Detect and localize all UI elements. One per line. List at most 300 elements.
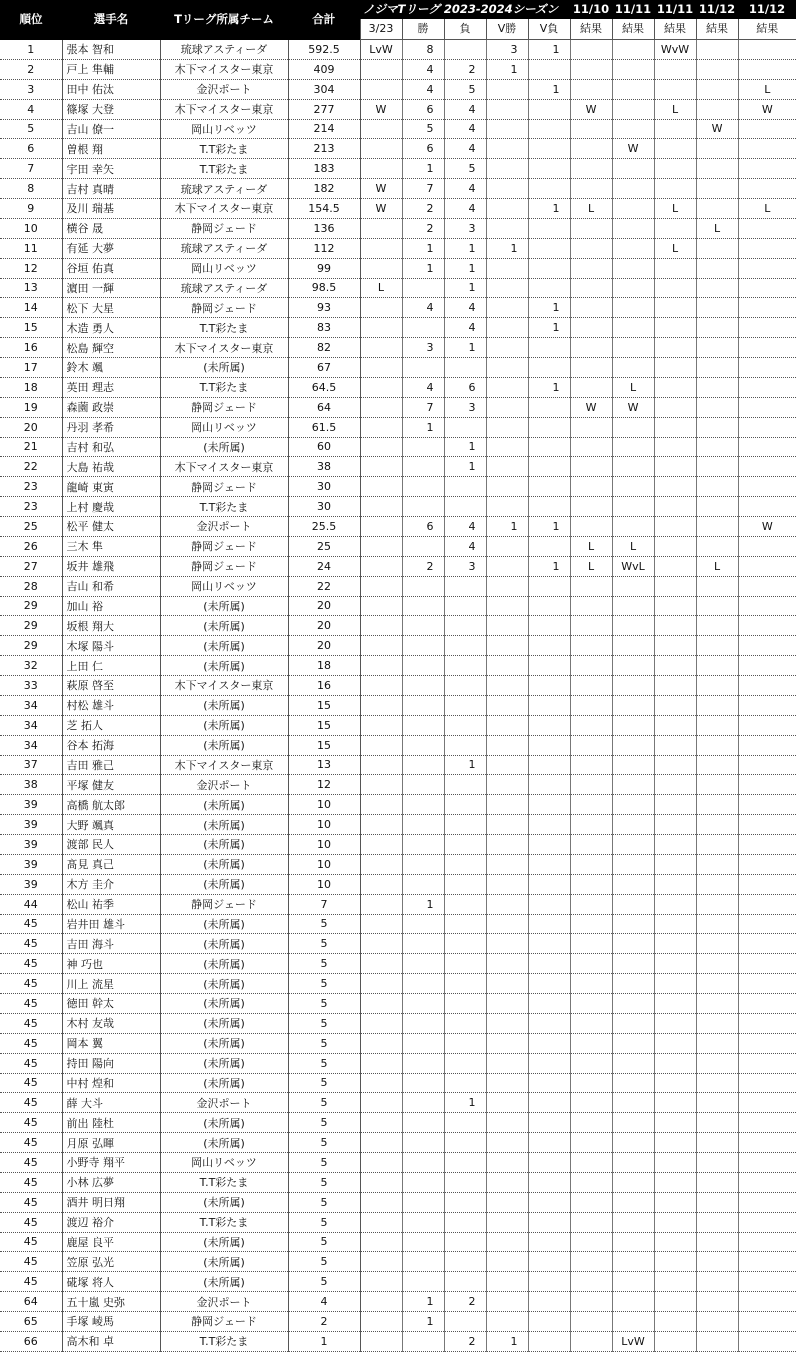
rank-cell: 10 <box>0 218 62 238</box>
total-points-cell: 24 <box>288 556 360 576</box>
player-name-cell: 篠塚 大登 <box>62 99 160 119</box>
result-1110-cell <box>570 1331 612 1351</box>
table-row <box>0 775 796 795</box>
table-row <box>0 1113 796 1133</box>
result-1111b-cell: WvW <box>654 40 696 60</box>
v-losses-cell <box>528 914 570 934</box>
v-losses-cell <box>528 497 570 517</box>
result-1110-cell <box>570 735 612 755</box>
table-row <box>0 1272 796 1292</box>
losses-cell <box>444 1053 486 1073</box>
result-1112a-cell <box>696 1192 738 1212</box>
result-1111b-cell <box>654 119 696 139</box>
v-losses-cell <box>528 417 570 437</box>
result-1111a-cell <box>612 1232 654 1252</box>
result-1111b-cell <box>654 517 696 537</box>
result-1112a-cell <box>696 1252 738 1272</box>
result-0323-cell <box>360 854 402 874</box>
losses-cell <box>444 636 486 656</box>
result-1112a-cell <box>696 735 738 755</box>
losses-cell: 1 <box>444 755 486 775</box>
total-points-cell: 5 <box>288 1093 360 1113</box>
table-row <box>0 835 796 855</box>
result-0323-cell <box>360 715 402 735</box>
v-wins-cell <box>486 656 528 676</box>
result-1112a-cell: W <box>696 119 738 139</box>
result-1110-cell <box>570 636 612 656</box>
table-row <box>0 397 796 417</box>
result-1111a-cell <box>612 775 654 795</box>
result-1112b-cell <box>738 1252 796 1272</box>
result-1112a-cell <box>696 437 738 457</box>
v-wins-cell <box>486 1033 528 1053</box>
result-1110-cell <box>570 417 612 437</box>
result-1111a-cell <box>612 199 654 219</box>
result-0323-cell: W <box>360 99 402 119</box>
player-name-cell: 田中 佑汰 <box>62 79 160 99</box>
result-1111a-cell <box>612 1073 654 1093</box>
result-1110-cell <box>570 656 612 676</box>
result-0323-cell: LvW <box>360 40 402 60</box>
player-name-cell: 加山 裕 <box>62 596 160 616</box>
rank-cell: 34 <box>0 715 62 735</box>
rank-cell: 19 <box>0 397 62 417</box>
subheader-cell: 結果 <box>570 19 612 40</box>
team-cell: (未所属) <box>160 656 288 676</box>
rank-cell: 23 <box>0 497 62 517</box>
player-name-cell: 吉村 真晴 <box>62 179 160 199</box>
result-1111b-cell <box>654 1232 696 1252</box>
wins-cell: 2 <box>402 556 444 576</box>
result-1112a-cell <box>696 1033 738 1053</box>
losses-cell <box>444 1133 486 1153</box>
result-1111a-cell <box>612 755 654 775</box>
result-0323-cell <box>360 298 402 318</box>
result-1112b-cell <box>738 636 796 656</box>
v-losses-cell <box>528 1232 570 1252</box>
v-wins-cell <box>486 775 528 795</box>
wins-cell: 1 <box>402 238 444 258</box>
result-0323-cell <box>360 616 402 636</box>
table-row <box>0 417 796 437</box>
losses-cell <box>444 656 486 676</box>
result-0323-cell <box>360 318 402 338</box>
result-1110-cell <box>570 40 612 60</box>
losses-cell: 2 <box>444 59 486 79</box>
rank-cell: 16 <box>0 338 62 358</box>
losses-cell <box>444 914 486 934</box>
wins-cell: 1 <box>402 894 444 914</box>
wins-cell <box>402 1093 444 1113</box>
result-0323-cell <box>360 218 402 238</box>
result-1111b-cell <box>654 695 696 715</box>
result-1111a-cell <box>612 79 654 99</box>
rank-cell: 13 <box>0 278 62 298</box>
result-1112b-cell: L <box>738 199 796 219</box>
result-1110-cell <box>570 1312 612 1332</box>
v-wins-cell <box>486 596 528 616</box>
v-losses-cell <box>528 974 570 994</box>
v-wins-cell <box>486 1093 528 1113</box>
result-1112a-cell <box>696 79 738 99</box>
result-1112a-cell <box>696 517 738 537</box>
v-losses-cell <box>528 139 570 159</box>
total-points-cell: 18 <box>288 656 360 676</box>
result-1110-cell <box>570 596 612 616</box>
result-1111b-cell <box>654 1073 696 1093</box>
player-name-cell: 徳田 幹太 <box>62 994 160 1014</box>
total-points-cell: 20 <box>288 616 360 636</box>
result-1111a-cell <box>612 159 654 179</box>
losses-cell <box>444 1192 486 1212</box>
team-cell: (未所属) <box>160 795 288 815</box>
result-1111b-cell <box>654 994 696 1014</box>
v-wins-cell <box>486 159 528 179</box>
wins-cell <box>402 755 444 775</box>
v-losses-cell <box>528 278 570 298</box>
v-wins-cell <box>486 815 528 835</box>
wins-cell <box>402 715 444 735</box>
result-1110-cell <box>570 517 612 537</box>
wins-cell <box>402 954 444 974</box>
result-1112a-cell <box>696 1292 738 1312</box>
v-wins-cell <box>486 1013 528 1033</box>
wins-cell <box>402 1073 444 1093</box>
result-1112a-cell <box>696 854 738 874</box>
result-1112b-cell <box>738 377 796 397</box>
rank-cell: 45 <box>0 934 62 954</box>
result-1112b-cell <box>738 1292 796 1312</box>
team-cell: (未所属) <box>160 1113 288 1133</box>
v-wins-cell <box>486 636 528 656</box>
result-0323-cell <box>360 79 402 99</box>
team-cell: 静岡ジェード <box>160 536 288 556</box>
result-1111a-cell <box>612 616 654 636</box>
total-points-cell: 1 <box>288 1331 360 1351</box>
player-name-cell: 小野寺 翔平 <box>62 1153 160 1173</box>
losses-cell <box>444 854 486 874</box>
total-points-cell: 99 <box>288 258 360 278</box>
total-points-cell: 20 <box>288 596 360 616</box>
table-row <box>0 576 796 596</box>
result-1111a-cell <box>612 1093 654 1113</box>
result-1111b-cell <box>654 1133 696 1153</box>
result-1111b-cell <box>654 179 696 199</box>
result-1112b-cell <box>738 437 796 457</box>
result-1111a-cell: L <box>612 536 654 556</box>
subheader-cell: 結果 <box>738 19 796 40</box>
table-row <box>0 1292 796 1312</box>
v-wins-cell <box>486 397 528 417</box>
result-1111a-cell <box>612 40 654 60</box>
result-1112a-cell <box>696 1073 738 1093</box>
result-1111b-cell <box>654 874 696 894</box>
wins-cell <box>402 735 444 755</box>
result-0323-cell <box>360 894 402 914</box>
result-1112b-cell <box>738 1312 796 1332</box>
losses-cell: 5 <box>444 79 486 99</box>
v-wins-cell <box>486 79 528 99</box>
player-name-cell: 月原 弘暉 <box>62 1133 160 1153</box>
v-losses-cell <box>528 894 570 914</box>
result-1112b-cell: W <box>738 517 796 537</box>
header-total: 合計 <box>288 0 360 40</box>
v-wins-cell: 1 <box>486 59 528 79</box>
rank-cell: 23 <box>0 477 62 497</box>
result-1112a-cell <box>696 457 738 477</box>
player-name-cell: 英田 理志 <box>62 377 160 397</box>
player-name-cell: 高橋 航太郎 <box>62 795 160 815</box>
total-points-cell: 10 <box>288 874 360 894</box>
player-name-cell: 松山 祐季 <box>62 894 160 914</box>
subheader-cell: 結果 <box>654 19 696 40</box>
table-row <box>0 1153 796 1173</box>
result-1110-cell <box>570 1153 612 1173</box>
total-points-cell: 304 <box>288 79 360 99</box>
header-date: 11/11 <box>612 0 654 19</box>
player-name-cell: 五十嵐 史弥 <box>62 1292 160 1312</box>
rank-cell: 38 <box>0 775 62 795</box>
v-losses-cell <box>528 775 570 795</box>
rank-cell: 45 <box>0 1093 62 1113</box>
losses-cell <box>444 1252 486 1272</box>
rank-cell: 65 <box>0 1312 62 1332</box>
total-points-cell: 5 <box>288 1212 360 1232</box>
losses-cell <box>444 417 486 437</box>
player-name-cell: 前出 陸杜 <box>62 1113 160 1133</box>
result-1111b-cell <box>654 1292 696 1312</box>
wins-cell: 2 <box>402 218 444 238</box>
team-cell: (未所属) <box>160 854 288 874</box>
v-losses-cell <box>528 1153 570 1173</box>
result-0323-cell <box>360 1292 402 1312</box>
result-0323-cell <box>360 238 402 258</box>
total-points-cell: 25 <box>288 536 360 556</box>
losses-cell <box>444 1013 486 1033</box>
table-row <box>0 298 796 318</box>
losses-cell <box>444 735 486 755</box>
rank-cell: 20 <box>0 417 62 437</box>
result-1111a-cell <box>612 1133 654 1153</box>
player-name-cell: 川上 流星 <box>62 974 160 994</box>
v-losses-cell <box>528 159 570 179</box>
losses-cell <box>444 695 486 715</box>
team-cell: (未所属) <box>160 1272 288 1292</box>
result-1112a-cell <box>696 974 738 994</box>
total-points-cell: 20 <box>288 636 360 656</box>
v-losses-cell <box>528 358 570 378</box>
player-name-cell: 松下 大星 <box>62 298 160 318</box>
wins-cell <box>402 1252 444 1272</box>
team-cell: 木下マイスター東京 <box>160 457 288 477</box>
result-1110-cell <box>570 1013 612 1033</box>
result-1112a-cell <box>696 835 738 855</box>
table-row <box>0 1331 796 1351</box>
total-points-cell: 10 <box>288 835 360 855</box>
rank-cell: 34 <box>0 695 62 715</box>
result-1110-cell <box>570 1133 612 1153</box>
result-1111a-cell: W <box>612 139 654 159</box>
result-1111b-cell <box>654 1172 696 1192</box>
rank-cell: 25 <box>0 517 62 537</box>
result-1110-cell <box>570 974 612 994</box>
team-cell: (未所属) <box>160 1073 288 1093</box>
result-1112a-cell <box>696 377 738 397</box>
result-1111a-cell <box>612 894 654 914</box>
v-wins-cell <box>486 795 528 815</box>
result-1112b-cell <box>738 735 796 755</box>
v-losses-cell <box>528 1113 570 1133</box>
result-1112b-cell: W <box>738 99 796 119</box>
team-cell: 岡山リベッツ <box>160 1153 288 1173</box>
rank-cell: 34 <box>0 735 62 755</box>
v-losses-cell <box>528 1272 570 1292</box>
player-name-cell: 木塚 陽斗 <box>62 636 160 656</box>
result-0323-cell <box>360 1133 402 1153</box>
result-1111b-cell <box>654 1331 696 1351</box>
result-1111a-cell <box>612 636 654 656</box>
player-name-cell: 木方 圭介 <box>62 874 160 894</box>
wins-cell: 5 <box>402 119 444 139</box>
result-0323-cell <box>360 994 402 1014</box>
result-1112b-cell <box>738 1153 796 1173</box>
result-1112a-cell <box>696 934 738 954</box>
v-losses-cell <box>528 835 570 855</box>
result-1112a-cell <box>696 497 738 517</box>
result-1110-cell <box>570 59 612 79</box>
header-date: 11/10 <box>570 0 612 19</box>
losses-cell <box>444 954 486 974</box>
v-losses-cell <box>528 1192 570 1212</box>
v-losses-cell <box>528 695 570 715</box>
rank-cell: 29 <box>0 616 62 636</box>
v-losses-cell <box>528 735 570 755</box>
result-1111b-cell <box>654 1312 696 1332</box>
result-1111b-cell <box>654 437 696 457</box>
result-1111a-cell: LvW <box>612 1331 654 1351</box>
v-losses-cell: 1 <box>528 556 570 576</box>
result-1112b-cell <box>738 835 796 855</box>
result-1112b-cell <box>738 338 796 358</box>
result-1112b-cell <box>738 596 796 616</box>
team-cell: 静岡ジェード <box>160 894 288 914</box>
result-1110-cell: W <box>570 397 612 417</box>
rank-cell: 45 <box>0 1033 62 1053</box>
result-1111a-cell <box>612 1272 654 1292</box>
result-1111b-cell <box>654 854 696 874</box>
total-points-cell: 22 <box>288 576 360 596</box>
total-points-cell: 182 <box>288 179 360 199</box>
result-1110-cell <box>570 139 612 159</box>
result-1111a-cell <box>612 874 654 894</box>
total-points-cell: 15 <box>288 735 360 755</box>
result-1112b-cell <box>738 318 796 338</box>
total-points-cell: 30 <box>288 477 360 497</box>
result-1112a-cell <box>696 159 738 179</box>
result-0323-cell <box>360 1272 402 1292</box>
rank-cell: 45 <box>0 1212 62 1232</box>
table-row <box>0 238 796 258</box>
result-1112a-cell <box>696 874 738 894</box>
wins-cell <box>402 934 444 954</box>
result-1110-cell <box>570 795 612 815</box>
total-points-cell: 5 <box>288 1153 360 1173</box>
result-1111b-cell <box>654 815 696 835</box>
result-1111a-cell <box>612 1252 654 1272</box>
rank-cell: 12 <box>0 258 62 278</box>
result-1112b-cell <box>738 1192 796 1212</box>
result-1111a-cell <box>612 99 654 119</box>
losses-cell <box>444 477 486 497</box>
v-wins-cell <box>486 616 528 636</box>
v-losses-cell <box>528 854 570 874</box>
result-1111b-cell <box>654 79 696 99</box>
total-points-cell: 213 <box>288 139 360 159</box>
total-points-cell: 5 <box>288 1033 360 1053</box>
player-name-cell: 曽根 翔 <box>62 139 160 159</box>
player-name-cell: 鈴木 颯 <box>62 358 160 378</box>
wins-cell <box>402 1232 444 1252</box>
rank-cell: 44 <box>0 894 62 914</box>
result-1110-cell: L <box>570 536 612 556</box>
table-row <box>0 338 796 358</box>
result-0323-cell <box>360 676 402 696</box>
wins-cell <box>402 278 444 298</box>
losses-cell <box>444 596 486 616</box>
result-1112a-cell <box>696 715 738 735</box>
result-1112b-cell <box>738 1133 796 1153</box>
total-points-cell: 2 <box>288 1312 360 1332</box>
losses-cell <box>444 676 486 696</box>
total-points-cell: 154.5 <box>288 199 360 219</box>
result-1112b-cell <box>738 119 796 139</box>
player-name-cell: 渡辺 裕介 <box>62 1212 160 1232</box>
losses-cell: 4 <box>444 139 486 159</box>
result-1111a-cell <box>612 1312 654 1332</box>
result-0323-cell <box>360 934 402 954</box>
result-1111b-cell <box>654 775 696 795</box>
player-name-cell: 森薗 政崇 <box>62 397 160 417</box>
result-1111b-cell <box>654 1033 696 1053</box>
result-1112b-cell <box>738 616 796 636</box>
player-name-cell: 酒井 明日翔 <box>62 1192 160 1212</box>
total-points-cell: 82 <box>288 338 360 358</box>
result-1110-cell <box>570 298 612 318</box>
team-cell: 金沢ポート <box>160 1292 288 1312</box>
result-1111a-cell <box>612 457 654 477</box>
result-1112a-cell <box>696 139 738 159</box>
wins-cell <box>402 874 444 894</box>
v-wins-cell <box>486 556 528 576</box>
rank-cell: 45 <box>0 1133 62 1153</box>
losses-cell: 1 <box>444 457 486 477</box>
table-row <box>0 517 796 537</box>
result-1110-cell <box>570 79 612 99</box>
rank-cell: 45 <box>0 1053 62 1073</box>
result-1111b-cell <box>654 676 696 696</box>
rank-cell: 37 <box>0 755 62 775</box>
result-1110-cell <box>570 715 612 735</box>
player-name-cell: 木村 友哉 <box>62 1013 160 1033</box>
table-row <box>0 755 796 775</box>
result-1110-cell <box>570 815 612 835</box>
result-0323-cell <box>360 1331 402 1351</box>
result-1111b-cell <box>654 636 696 656</box>
result-1111b-cell <box>654 318 696 338</box>
total-points-cell: 10 <box>288 854 360 874</box>
result-1112a-cell <box>696 298 738 318</box>
wins-cell: 7 <box>402 397 444 417</box>
